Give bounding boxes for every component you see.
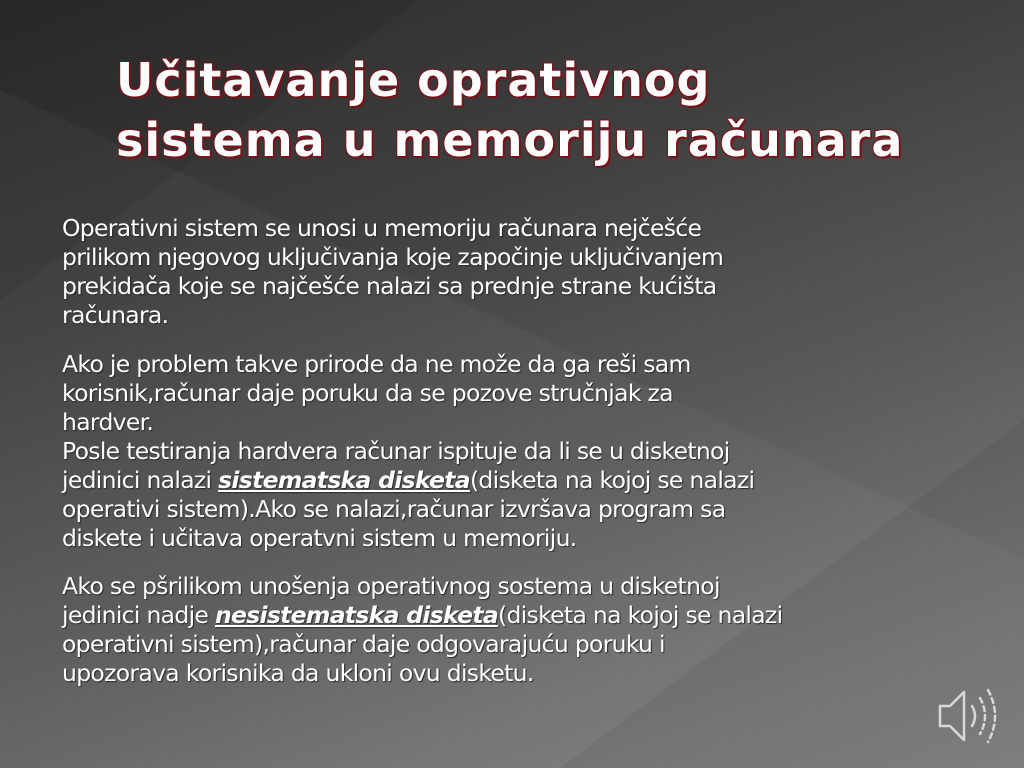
paragraph-2 xyxy=(62,350,962,553)
paragraph-2-line-5-end: (disketa na kojoj se nalazi xyxy=(469,466,755,494)
paragraph-1-line-3: prekidača koje se najčešće nalazi sa prednje strane kućišta xyxy=(62,272,717,300)
paragraph-2-line-7: diskete i učitava operatvni sistem u memoriju. xyxy=(62,524,577,552)
paragraph-3-line-3: operativni sistem),računar daje odgovarajuću poruku i xyxy=(62,630,665,658)
title-line-1: Učitavanje oprativnog xyxy=(116,53,711,107)
paragraph-2-line-1: Ako je problem takve prirode da ne može da ga reši sam xyxy=(62,350,691,378)
paragraph-1 xyxy=(62,214,962,330)
emphasis-nesistematska-disketa: nesistematska disketa xyxy=(214,601,499,629)
paragraph-3-line-1: Ako se pšrilikom unošenja operativnog sostema u disketnoj xyxy=(62,572,720,600)
paragraph-2-line-5-start: jedinici nalazi xyxy=(62,466,219,494)
paragraph-2-line-5 xyxy=(62,466,962,495)
paragraph-1-line-2: prilikom njegovog uključivanja koje započinje uključivanjem xyxy=(62,243,724,271)
speaker-icon xyxy=(934,684,1006,748)
slide-body xyxy=(62,214,962,710)
paragraph-2-line-2: korisnik,računar daje poruku da se pozove stručnjak za xyxy=(62,379,673,407)
paragraph-3-line-2 xyxy=(62,601,962,630)
paragraph-3 xyxy=(62,572,962,688)
paragraph-3-line-4: upozorava korisnika da ukloni ovu disketu. xyxy=(62,659,534,687)
paragraph-3-line-2-start: jedinici nadje xyxy=(62,601,215,629)
paragraph-2-line-3: hardver. xyxy=(62,408,154,436)
paragraph-2-line-6: operativi sistem).Ako se nalazi,računar izvršava program sa xyxy=(62,495,726,523)
audio-speaker-button[interactable] xyxy=(934,684,1006,748)
paragraph-3-line-2-end: (disketa na kojoj se nalazi xyxy=(498,601,783,629)
emphasis-sistematska-disketa: sistematska disketa xyxy=(218,466,470,494)
title-line-2: sistema u memoriju računara xyxy=(116,113,904,167)
slide-title xyxy=(116,50,996,170)
paragraph-1-line-1: Operativni sistem se unosi u memoriju računara nejčešće xyxy=(62,214,702,242)
paragraph-2-line-4: Posle testiranja hardvera računar ispituje da li se u disketnoj xyxy=(62,437,730,465)
paragraph-1-line-4: računara. xyxy=(62,301,169,329)
